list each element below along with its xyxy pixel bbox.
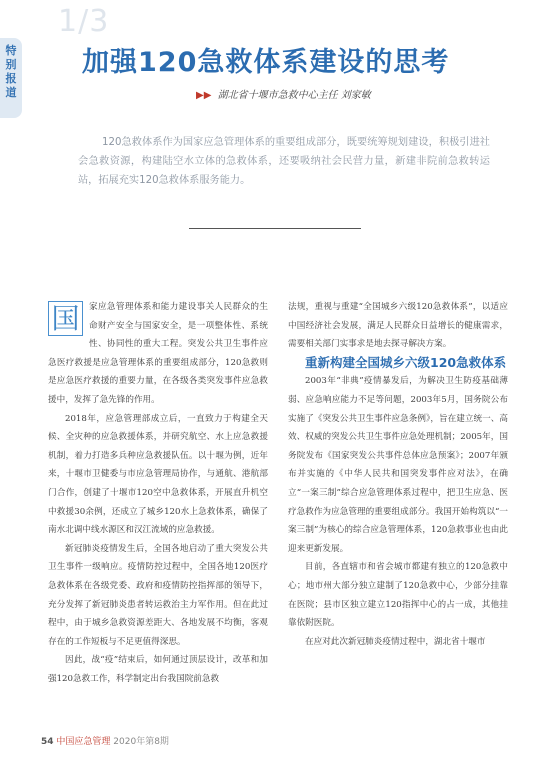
issue-label: 2020年第8期 <box>113 737 169 747</box>
left-column <box>48 298 268 688</box>
magazine-name: 中国应急管理 <box>56 737 111 747</box>
byline-text: 湖北省十堰市急救中心主任 刘家敏 <box>217 90 371 101</box>
paragraph-text: 家应急管理体系和能力建设事关人民群众的生命财产安全与国家安全，是一项整体性、系统性、协同性的重大工程。突发公共卫生事件应急医疗救援是应急管理体系的重要组成部分，120急救则是应急医疗救援的重要力量，在各级各类突发事件应急救援中，发挥了急先锋的作用。 <box>48 302 268 405</box>
paragraph: 在应对此次新冠肺炎疫情过程中，湖北省十堰市 <box>305 636 486 647</box>
section-heading: 重新构建全国城乡六级120急救体系 <box>305 354 507 370</box>
paragraph: 因此，战“疫”结束后，如何通过顶层设计，改革和加强120急救工作，科学制定出台我国院前急救 <box>48 655 268 684</box>
abstract: 120急救体系作为国家应急管理体系的重要组成部分，既要统筹规划建设，积极引进社会急救资源，构建陆空水立体的急救体系，还要吸纳社会民营力量，新建非院前急救转运站，拓展充实120急救体系服务能力。 <box>78 137 490 186</box>
paragraph: 法规，重视与重建“全国城乡六级120急救体系”，以适应中国经济社会发展，满足人民群众日益增长的健康需求，需要相关部门实事求是地去探寻解决方案。 <box>288 302 508 350</box>
article-title: 加强120急救体系建设的思考 <box>82 47 450 78</box>
page-fraction: 1/3 <box>58 4 110 39</box>
byline <box>196 86 371 101</box>
paragraph: 新冠肺炎疫情发生后，全国各地启动了重大突发公共卫生事件一级响应。疫情防控过程中，全国各地120医疗急救体系在各级党委、政府和疫情防控指挥部的领导下，充分发挥了新冠肺炎患者转运救治主力军作用。但在此过程中，由于城乡急救资源差距大、各地发展不均衡，客观存在的工作短板与不足更值得深思。 <box>48 543 268 647</box>
right-column <box>288 298 508 651</box>
byline-marker-icon: ▶▶ <box>196 90 212 101</box>
paragraph <box>48 298 268 410</box>
drop-cap: 国 <box>48 301 83 336</box>
paragraph: 目前，各直辖市和省会城市都建有独立的120急救中心；地市州大部分独立建制了120急救中心，少部分挂靠在医院；县市区独立建立120指挥中心的占一成，其他挂靠依附医院。 <box>288 562 508 629</box>
divider <box>189 228 361 229</box>
paragraph: 2003年“非典”疫情暴发后，为解决卫生防疫基础薄弱、应急响应能力不足等问题，2003年5月，国务院公布实施了《突发公共卫生事件应急条例》，旨在建立统一、高效、权威的突发公共卫生事件应急处理机制；2005年，国务院发布《国家突发公共事件总体应急预案》；2007年颁布并实施的《中华人民共和国突发事件应对法》，在确立“一案三制”综合应急管理体系过程中，把卫生应急、医疗急救作为应急管理的重要组成部分。我国开始构筑以“一案三制”为核心的综合应急管理体系，120急救事业也由此迎来更新发展。 <box>288 376 508 554</box>
page-number: 54 <box>41 737 54 747</box>
folio <box>41 734 169 747</box>
section-tab <box>0 38 22 118</box>
section-tab-label: 特别报道 <box>5 44 17 99</box>
paragraph: 2018年，应急管理部成立后，一直致力于构建全天候、全灾种的应急救援体系，并研究航空、水上应急救援机制，着力打造多兵种应急救援队伍。以十堰为例，近年来，十堰市卫健委与市应急管理局协作，与通航、港航部门合作，创建了十堰市120空中急救体系，开展直升机空中救援30余例，还成立了城乡120水上急救体系，确保了南水北调中线水源区和汉江流域的应急救援。 <box>48 413 268 536</box>
